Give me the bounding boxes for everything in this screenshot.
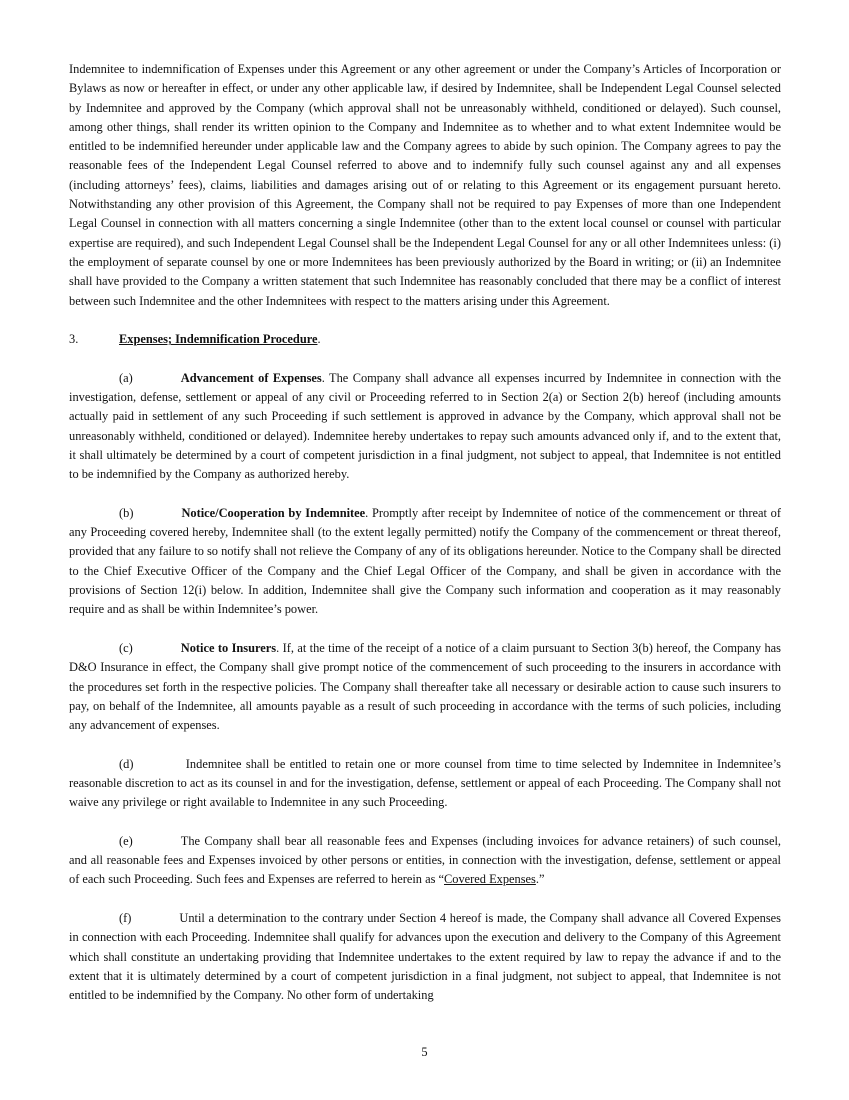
- subsection-heading: Notice/Cooperation by Indemnitee: [181, 505, 366, 520]
- section-number: 3.: [69, 332, 79, 347]
- subsection-label: (a): [119, 370, 133, 385]
- subsection-a: [69, 369, 781, 485]
- page-number: 5: [421, 1045, 428, 1059]
- subsection-text: The Company shall bear all reasonable fees and Expenses (including invoices for advance retainers) of such counsel, and all reasonable fees and Expenses invoiced by other persons or entities, in connection with the investigation, defense, settlement or appeal of each such Proceeding. Such fees and Expenses are referred to herein as “: [69, 833, 781, 887]
- section-3-heading: [69, 330, 781, 349]
- subsection-text-after: .”: [535, 872, 545, 887]
- defined-term: Covered Expenses: [444, 872, 536, 887]
- document-page: [69, 60, 781, 1025]
- subsection-heading-suffix: .: [321, 370, 325, 385]
- carryover-paragraph: Indemnitee to indemnification of Expenses under this Agreement or any other agreement or under the Company’s Articles of Incorporation or Bylaws as now or hereafter in effect, or under any other applicable law, if desired by Indemnitee, shall be Independent Legal Counsel selected by Indemnitee and approved by the Company (which approval shall not be unreasonably withheld, conditioned or delayed). Such counsel, among other things, shall render its written opinion to the Company and Indemnitee as to whether and to what extent Indemnitee would be entitled to be indemnified hereunder under applicable law and the Company agrees to abide by such opinion. The Company agrees to pay the reasonable fees of the Independent Legal Counsel referred to above and to indemnify fully such counsel against any and all expenses (including attorneys’ fees), claims, liabilities and damages arising out of or relating to this Agreement or its engagement pursuant hereto. Notwithstanding any other provision of this Agreement, the Company shall not be required to pay Expenses of more than one Independent Legal Counsel in connection with all matters concerning a single Indemnitee (other than to the extent local counsel or counsel with particular expertise are required), and such Independent Legal Counsel shall be the Independent Legal Counsel for any or all other Indemnitees unless: (i) the employment of separate counsel by one or more Indemnitees has been previously authorized by the Board in writing; or (ii) an Indemnitee shall have provided to the Company a written statement that such Indemnitee has reasonably concluded that there may be a conflict of interest between such Indemnitee and the other Indemnitees with respect to the matters arising under this Agreement.: [69, 62, 781, 308]
- section-title-wrap: [119, 330, 321, 349]
- subsection-heading: Advancement of Expenses: [180, 370, 322, 385]
- subsection-heading-suffix: .: [365, 505, 369, 520]
- subsection-text: Indemnitee shall be entitled to retain one or more counsel from time to time selected by Indemnitee in Indemnitee’s reasonable discretion to act as its counsel in and for the investigation, defense, settlement or appeal of each Proceeding. The Company shall not waive any privilege or right available to Indemnitee in any such Proceeding.: [69, 756, 781, 810]
- subsection-label: (f): [119, 911, 132, 926]
- subsection-c: [69, 639, 781, 735]
- subsection-label: (e): [119, 833, 133, 848]
- subsection-label: (b): [119, 505, 134, 520]
- subsection-f: [69, 909, 781, 1005]
- subsection-label: (d): [119, 756, 134, 771]
- subsection-label: (c): [119, 640, 133, 655]
- subsection-heading: Notice to Insurers: [180, 640, 277, 655]
- subsection-b: [69, 504, 781, 620]
- subsection-text: If, at the time of the receipt of a notice of a claim pursuant to Section 3(b) hereof, the Company has D&O Insurance in effect, the Company shall give prompt notice of the commencement of such proceeding to the insurers in accordance with the procedures set forth in the respective policies. The Company shall thereafter take all necessary or desirable action to cause such insurers to pay, on behalf of the Indemnitee, all amounts payable as a result of such proceeding in accordance with the terms of such policies, including any advancement of expenses.: [69, 640, 781, 733]
- subsection-text: Until a determination to the contrary under Section 4 hereof is made, the Company shall advance all Covered Expenses in connection with each Proceeding. Indemnitee shall qualify for advances upon the execution and delivery to the Company of this Agreement which shall constitute an undertaking providing that Indemnitee undertakes to the extent required by law to repay the advance if and to the extent that it is ultimately determined by a court of competent jurisdiction in a final judgment, not subject to appeal, that Indemnitee is not entitled to be indemnified by the Company. No other form of undertaking: [69, 911, 781, 1003]
- section-title-suffix: .: [317, 332, 321, 347]
- subsection-text: Promptly after receipt by Indemnitee of notice of the commencement or threat of any Proceeding covered hereby, Indemnitee shall (to the extent legally permitted) notify the Company of the commencement or threat thereof, provided that any failure to so notify shall not relieve the Company of any of its obligations hereunder. Notice to the Company shall be directed to the Chief Executive Officer of the Company and the Chief Legal Officer of the Company, and shall be given in accordance with the provisions of Section 12(i) below. In addition, Indemnitee shall give the Company such information and cooperation as it may reasonably require and as shall be within Indemnitee’s power.: [69, 505, 781, 617]
- subsection-heading-suffix: .: [276, 640, 280, 655]
- subsection-d: [69, 755, 781, 813]
- section-title: Expenses; Indemnification Procedure: [119, 332, 318, 347]
- subsection-e: [69, 832, 781, 890]
- subsection-text: The Company shall advance all expenses incurred by Indemnitee in connection with the investigation, defense, settlement or appeal of any civil or Proceeding referred to in Section 2(a) or Section 2(b) hereof (including amounts actually paid in settlement of any such Proceeding if such settlement is approved in advance by the Company, which approval shall not be unreasonably withheld, conditioned or delayed). Indemnitee hereby undertakes to repay such amounts advanced only if, and to the extent that, it shall ultimately be determined by a court of competent jurisdiction in a final judgment, not subject to appeal, that Indemnitee is not entitled to be indemnified by the Company as authorized hereby.: [69, 370, 781, 482]
